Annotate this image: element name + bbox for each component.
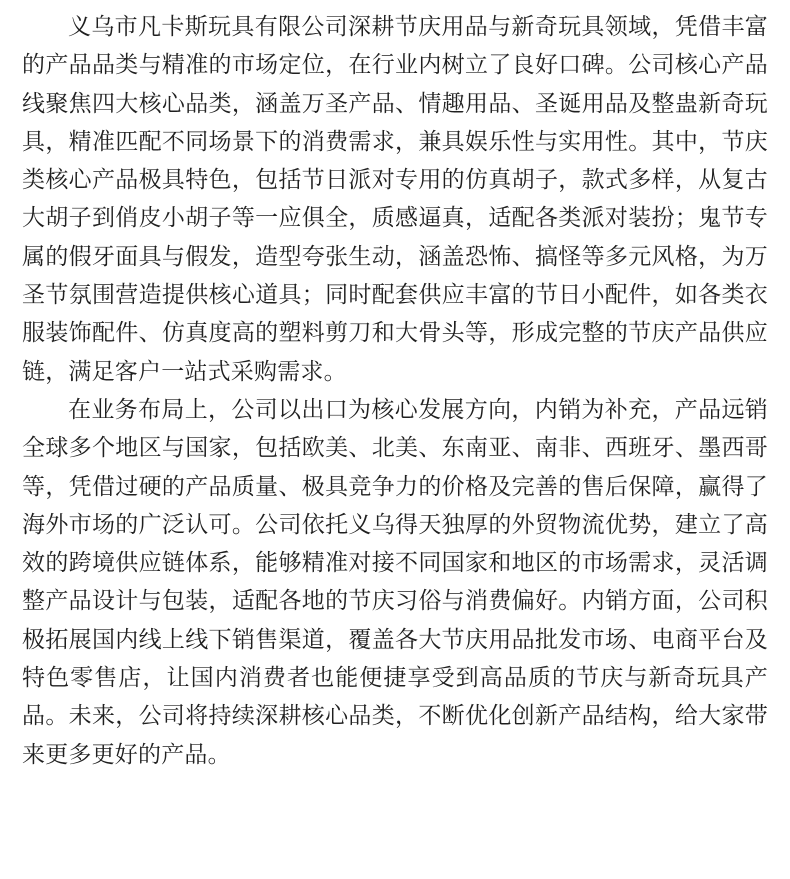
paragraph-product-lines: 义乌市凡卡斯玩具有限公司深耕节庆用品与新奇玩具领域，凭借丰富的产品品类与精准的市场定位，在行业内树立了良好口碑。公司核心产品线聚焦四大核心品类，涵盖万圣产品、情趣用品、圣诞用品及整蛊新奇玩具，精准匹配不同场景下的消费需求，兼具娱乐性与实用性。其中，节庆类核心产品极具特色，包括节日派对专用的仿真胡子，款式多样，从复古大胡子到俏皮小胡子等一应俱全，质感逼真，适配各类派对装扮；鬼节专属的假牙面具与假发，造型夸张生动，涵盖恐怖、搞怪等多元风格，为万圣节氛围营造提供核心道具；同时配套供应丰富的节日小配件，如各类衣服装饰配件、仿真度高的塑料剪刀和大骨头等，形成完整的节庆产品供应链，满足客户一站式采购需求。 <box>22 14 768 385</box>
article-body <box>22 8 768 774</box>
paragraph-business-layout: 在业务布局上，公司以出口为核心发展方向，内销为补充，产品远销全球多个地区与国家，包括欧美、北美、东南亚、南非、西班牙、墨西哥等，凭借过硬的产品质量、极具竞争力的价格及完善的售后保障，赢得了海外市场的广泛认可。公司依托义乌得天独厚的外贸物流优势，建立了高效的跨境供应链体系，能够精准对接不同国家和地区的市场需求，灵活调整产品设计与包装，适配各地的节庆习俗与消费偏好。内销方面，公司积极拓展国内线上线下销售渠道，覆盖各大节庆用品批发市场、电商平台及特色零售店，让国内消费者也能便捷享受到高品质的节庆与新奇玩具产品。未来，公司将持续深耕核心品类，不断优化创新产品结构，给大家带来更多更好的产品。 <box>22 396 768 768</box>
